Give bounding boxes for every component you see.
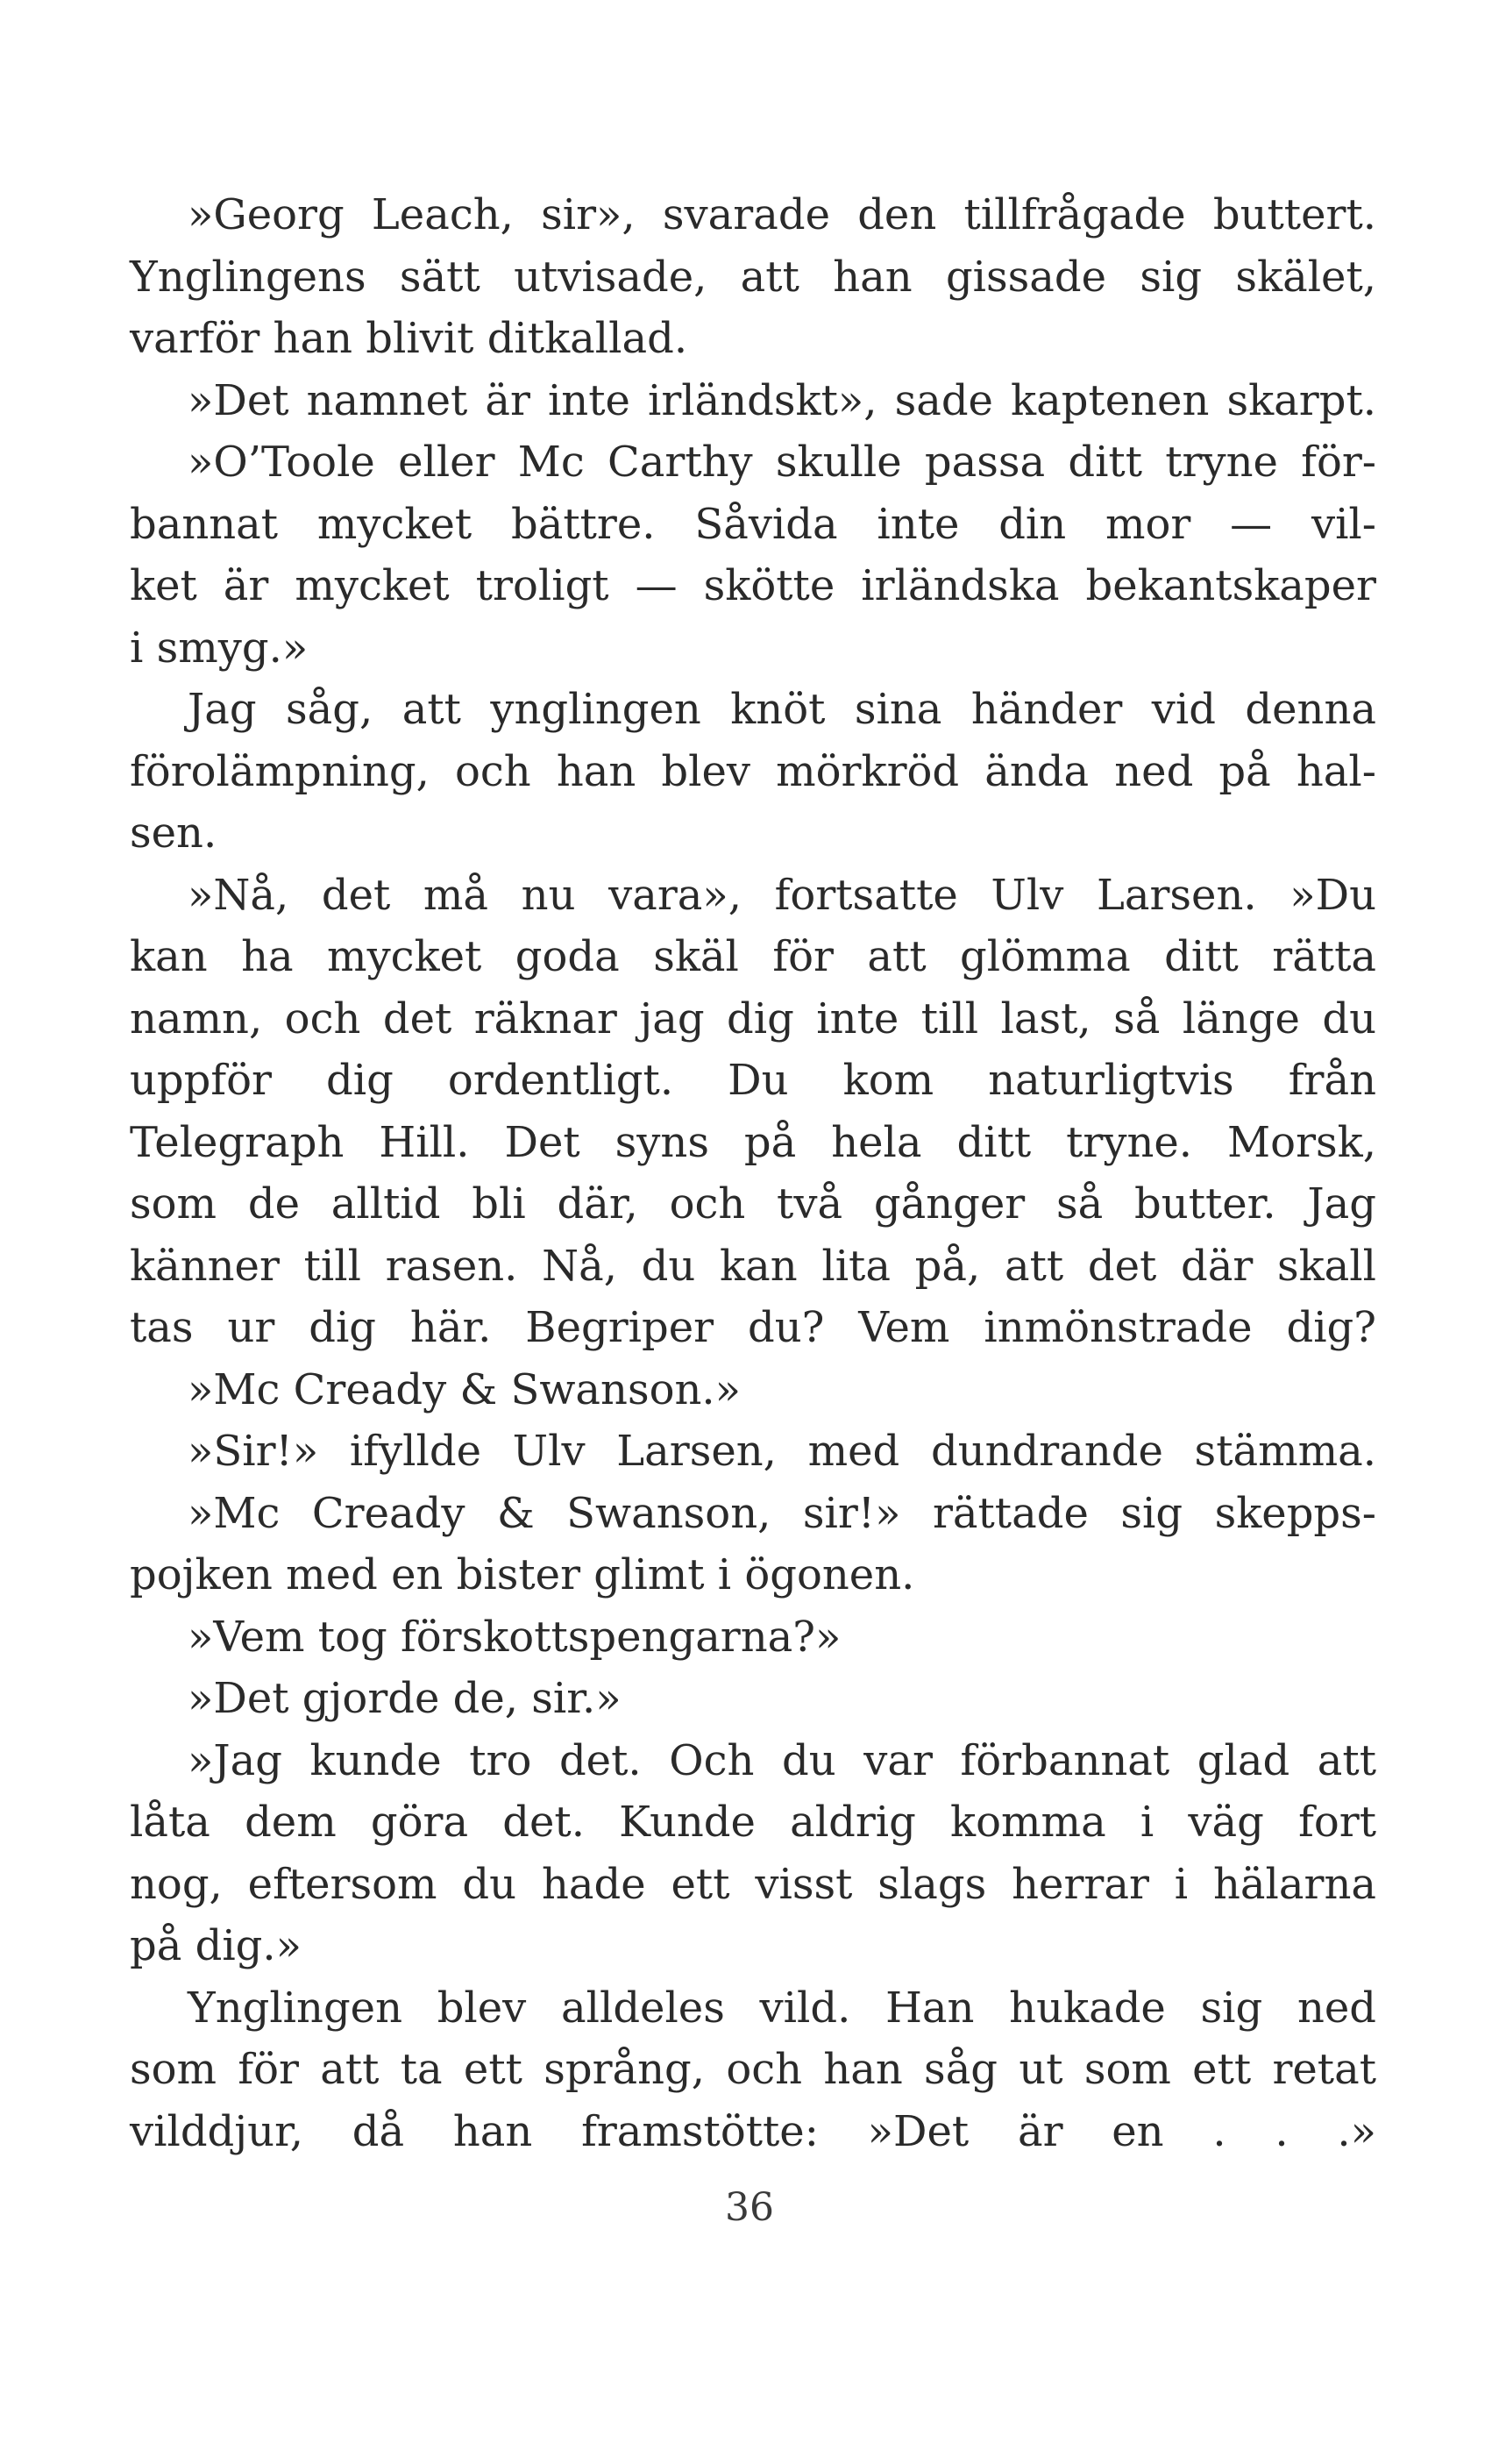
- text-line: »Mc Cready & Swanson, sir!» rättade sig skepps-: [188, 1488, 1376, 1538]
- text-line: vilddjur, då han framstötte: »Det är en . . .»: [130, 2106, 1376, 2156]
- text-line: uppför dig ordentligt. Du kom naturligtvis från: [130, 1056, 1376, 1105]
- text-line: »Det namnet är inte irländskt», sade kaptenen skarpt.: [188, 375, 1376, 425]
- text-line: pojken med en bister glimt i ögonen.: [130, 1550, 915, 1599]
- text-line: »Georg Leach, sir», svarade den tillfrågade buttert.: [188, 190, 1376, 239]
- text-line: ket är mycket troligt — skötte irländska bekantskaper: [130, 561, 1376, 610]
- text-line: som för att ta ett språng, och han såg ut som ett retat: [130, 2045, 1376, 2094]
- text-line: kan ha mycket goda skäl för att glömma ditt rätta: [130, 932, 1376, 981]
- page-number: 36: [725, 2185, 774, 2230]
- text-line: Ynglingens sätt utvisade, att han gissade sig skälet,: [130, 252, 1376, 302]
- text-line: »Vem tog förskottspengarna?»: [188, 1612, 842, 1662]
- text-line: på dig.»: [130, 1921, 302, 1970]
- text-line: varför han blivit ditkallad.: [130, 314, 688, 363]
- text-line: Jag såg, att ynglingen knöt sina händer vid denna: [188, 685, 1376, 734]
- text-line: i smyg.»: [130, 623, 309, 673]
- text-line: Telegraph Hill. Det syns på hela ditt tryne. Morsk,: [130, 1117, 1376, 1167]
- text-line: namn, och det räknar jag dig inte till last, så länge du: [130, 993, 1376, 1043]
- text-line: »Det gjorde de, sir.»: [188, 1674, 622, 1723]
- text-line: bannat mycket bättre. Såvida inte din mor — vil-: [130, 499, 1376, 549]
- text-line: »Sir!» ifyllde Ulv Larsen, med dundrande stämma.: [188, 1427, 1376, 1476]
- text-line: »O’Toole eller Mc Carthy skulle passa ditt tryne för-: [188, 438, 1376, 487]
- text-line: som de alltid bli där, och två gånger så butter. Jag: [130, 1179, 1376, 1228]
- text-line: »Jag kunde tro det. Och du var förbannat glad att: [188, 1735, 1376, 1785]
- text-line: känner till rasen. Nå, du kan lita på, att det där skall: [130, 1241, 1376, 1291]
- text-line: Ynglingen blev alldeles vild. Han hukade sig ned: [188, 1983, 1376, 2033]
- text-line: nog, eftersom du hade ett visst slags herrar i hälarna: [130, 1859, 1376, 1909]
- text-line: »Nå, det må nu vara», fortsatte Ulv Larsen. »Du: [188, 870, 1376, 920]
- body-text: [130, 184, 1376, 2162]
- text-line: förolämpning, och han blev mörkröd ända ned på hal-: [130, 746, 1376, 796]
- text-line: sen.: [130, 808, 217, 858]
- text-line: tas ur dig här. Begriper du? Vem inmönstrade dig?: [130, 1303, 1376, 1352]
- text-line: »Mc Cready & Swanson.»: [188, 1364, 742, 1414]
- text-line: låta dem göra det. Kunde aldrig komma i väg fort: [130, 1798, 1376, 1847]
